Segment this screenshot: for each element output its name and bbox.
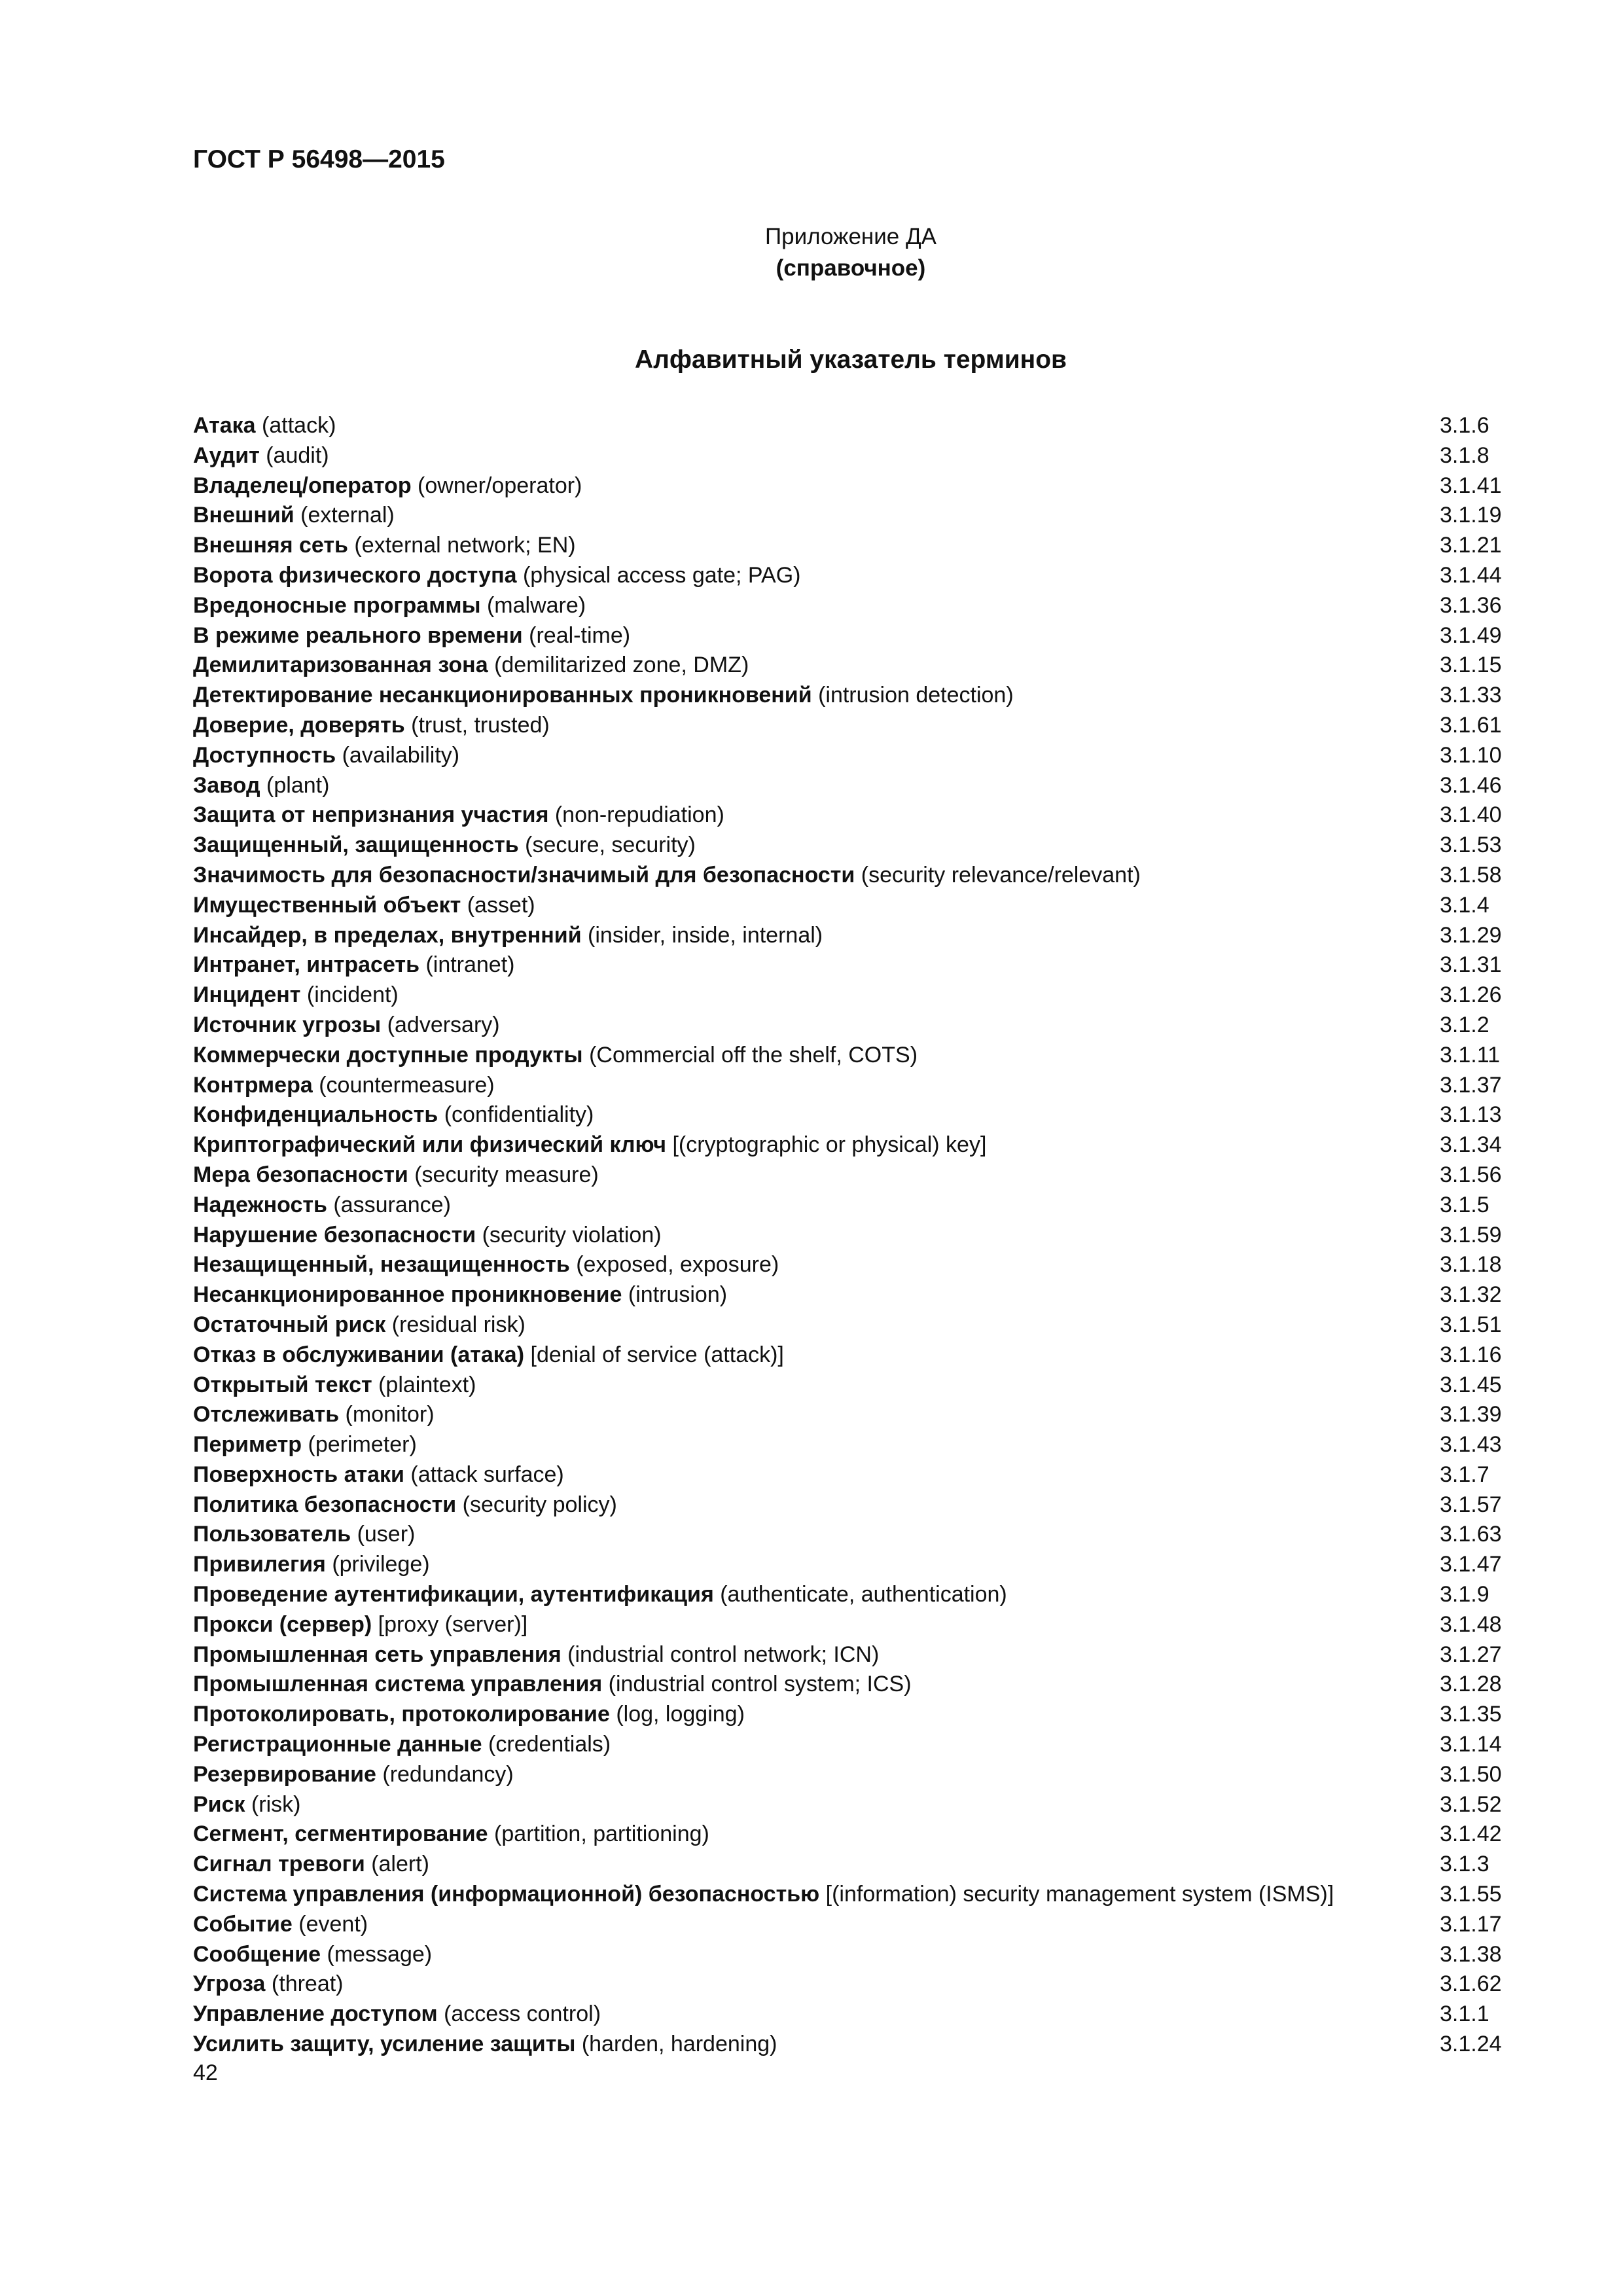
term-english: (intrusion) [628,1282,728,1308]
term-english: (confidentiality) [444,1102,594,1128]
document-code: ГОСТ Р 56498—2015 [193,145,445,173]
term-english: [(information) security management system (ISMS)] [825,1882,1334,1907]
index-entry [193,1100,1522,1130]
index-entry [193,1191,1522,1221]
clause-reference: 3.1.57 [1440,1492,1502,1517]
index-entry [193,531,1522,561]
term-russian: Нарушение безопасности [193,1222,476,1247]
index-entry [193,441,1522,471]
term-russian: Привилегия [193,1552,326,1577]
clause-reference: 3.1.28 [1440,1672,1502,1697]
term-english: [proxy (server)] [378,1611,528,1637]
term-russian: Демилитаризованная зона [193,653,488,678]
clause-reference: 3.1.56 [1440,1162,1502,1187]
term-english: [denial of service (attack)] [530,1342,784,1367]
term-english: (threat) [271,1971,344,1997]
term-russian: Угроза [193,1971,266,1997]
term-english: (risk) [251,1791,301,1817]
term-english: (credentials) [488,1732,611,1757]
clause-reference: 3.1.53 [1440,833,1502,858]
term-russian: В режиме реального времени [193,622,523,648]
term-english: [(cryptographic or physical) key] [672,1132,987,1158]
clause-reference: 3.1.8 [1440,442,1489,468]
term-russian: Детектирование несанкционированных проникновений [193,683,812,708]
clause-reference: 3.1.1 [1440,2001,1489,2027]
clause-reference: 3.1.14 [1440,1732,1502,1757]
term-russian: Несанкционированное проникновение [193,1282,622,1308]
clause-reference: 3.1.39 [1440,1402,1502,1427]
term-russian: Проведение аутентификации, аутентификация [193,1582,714,1607]
term-russian: Управление доступом [193,2001,438,2027]
term-english: (Commercial off the shelf, COTS) [589,1042,918,1067]
index-entry [193,1580,1522,1610]
index-entry [193,1610,1522,1640]
term-russian: Промышленная система управления [193,1672,603,1697]
index-entry [193,1400,1522,1430]
term-english: (external network; EN) [354,533,576,558]
term-english: (harden, hardening) [581,2032,777,2057]
annex-type: (справочное) [776,255,926,281]
clause-reference: 3.1.55 [1440,1882,1502,1907]
clause-reference: 3.1.29 [1440,922,1502,948]
index-entry [193,411,1522,441]
clause-reference: 3.1.38 [1440,1941,1502,1967]
term-russian: Событие [193,1911,293,1937]
term-russian: Отказ в обслуживании (атака) [193,1342,525,1367]
index-entry [193,1071,1522,1101]
clause-reference: 3.1.33 [1440,683,1502,708]
term-english: (asset) [467,892,535,918]
index-entry [193,950,1522,980]
term-russian: Вредоносные программы [193,592,481,618]
term-english: (demilitarized zone, DMZ) [494,653,749,678]
clause-reference: 3.1.7 [1440,1462,1489,1487]
term-english: (physical access gate; PAG) [522,562,801,588]
term-russian: Сигнал тревоги [193,1852,365,1877]
term-english: (intranet) [425,952,515,978]
clause-reference: 3.1.40 [1440,802,1502,828]
term-english: (perimeter) [308,1432,417,1458]
term-english: (assurance) [333,1192,451,1217]
term-russian: Прокси (сервер) [193,1611,372,1637]
index-entry [193,651,1522,681]
clause-reference: 3.1.9 [1440,1582,1489,1607]
term-russian: Защищенный, защищенность [193,833,519,858]
term-english: (access control) [444,2001,601,2027]
index-entry [193,831,1522,861]
term-russian: Имущественный объект [193,892,461,918]
index-entry [193,561,1522,591]
term-russian: Усилить защиту, усиление защиты [193,2032,576,2057]
clause-reference: 3.1.42 [1440,1821,1502,1847]
term-english: (non-repudiation) [554,802,724,828]
index-entry [193,980,1522,1011]
index-entry [193,1160,1522,1191]
index-entry [193,1460,1522,1490]
term-english: (trust, trusted) [411,712,550,738]
term-russian: Конфиденциальность [193,1102,438,1128]
term-russian: Сообщение [193,1941,321,1967]
term-english: (intrusion detection) [818,683,1014,708]
term-russian: Доступность [193,742,336,768]
clause-reference: 3.1.52 [1440,1791,1502,1817]
clause-reference: 3.1.32 [1440,1282,1502,1308]
index-entry [193,1310,1522,1340]
clause-reference: 3.1.50 [1440,1761,1502,1787]
term-russian: Промышленная сеть управления [193,1641,562,1667]
term-russian: Владелец/оператор [193,473,412,498]
term-russian: Регистрационные данные [193,1732,482,1757]
term-russian: Внешняя сеть [193,533,348,558]
term-russian: Мера безопасности [193,1162,408,1187]
term-english: (adversary) [387,1012,500,1037]
index-entry [193,1221,1522,1251]
term-english: (incident) [306,982,399,1008]
term-english: (attack surface) [410,1462,564,1487]
index-entry [193,771,1522,801]
clause-reference: 3.1.49 [1440,622,1502,648]
index-entry [193,501,1522,531]
term-english: (security measure) [414,1162,599,1187]
term-english: (authenticate, authentication) [720,1582,1007,1607]
term-russian: Резервирование [193,1761,376,1787]
term-russian: Завод [193,772,260,798]
term-russian: Интранет, интрасеть [193,952,419,978]
term-russian: Открытый текст [193,1372,372,1397]
term-russian: Аудит [193,442,260,468]
clause-reference: 3.1.2 [1440,1012,1489,1037]
term-english: (owner/operator) [418,473,582,498]
clause-reference: 3.1.58 [1440,862,1502,888]
term-russian: Инцидент [193,982,301,1008]
term-english: (real-time) [529,622,631,648]
index-entry [193,1130,1522,1160]
term-english: (privilege) [332,1552,430,1577]
index-entry [193,1760,1522,1790]
term-english: (residual risk) [391,1312,526,1337]
index-entry [193,1280,1522,1310]
clause-reference: 3.1.59 [1440,1222,1502,1247]
index-entry [193,1430,1522,1460]
clause-reference: 3.1.4 [1440,892,1489,918]
index-entry [193,1640,1522,1670]
clause-reference: 3.1.19 [1440,503,1502,528]
term-russian: Доверие, доверять [193,712,405,738]
index-entry [193,1730,1522,1760]
term-english: (exposed, exposure) [576,1252,779,1278]
term-english: (industrial control system; ICS) [608,1672,912,1697]
clause-reference: 3.1.24 [1440,2032,1502,2057]
term-russian: Незащищенный, незащищенность [193,1252,570,1278]
term-english: (external) [300,503,395,528]
clause-reference: 3.1.11 [1440,1042,1501,1067]
clause-reference: 3.1.15 [1440,653,1502,678]
term-russian: Политика безопасности [193,1492,457,1517]
index-entry [193,471,1522,501]
term-english: (event) [298,1911,368,1937]
index-entry [193,591,1522,621]
clause-reference: 3.1.47 [1440,1552,1502,1577]
term-russian: Защита от непризнания участия [193,802,549,828]
term-english: (plaintext) [378,1372,476,1397]
term-english: (alert) [371,1852,429,1877]
term-russian: Отслеживать [193,1402,340,1427]
index-entry [193,2030,1522,2060]
index-entry [193,1910,1522,1940]
term-english: (security policy) [462,1492,617,1517]
index-entry [193,621,1522,651]
clause-reference: 3.1.16 [1440,1342,1502,1367]
clause-reference: 3.1.3 [1440,1852,1489,1877]
index-entry [193,861,1522,891]
term-english: (security violation) [482,1222,662,1247]
term-russian: Сегмент, сегментирование [193,1821,488,1847]
clause-reference: 3.1.5 [1440,1192,1489,1217]
term-russian: Остаточный риск [193,1312,386,1337]
term-russian: Значимость для безопасности/значимый для безопасности [193,862,855,888]
term-english: (security relevance/relevant) [861,862,1141,888]
annex-heading [0,221,1623,284]
clause-reference: 3.1.27 [1440,1641,1502,1667]
index-entry [193,1490,1522,1520]
clause-reference: 3.1.17 [1440,1911,1502,1937]
term-english: (message) [327,1941,433,1967]
clause-reference: 3.1.6 [1440,413,1489,438]
term-russian: Внешний [193,503,294,528]
index-entry [193,800,1522,831]
term-russian: Пользователь [193,1522,351,1547]
index-entry [193,1550,1522,1580]
clause-reference: 3.1.18 [1440,1252,1502,1278]
clause-reference: 3.1.10 [1440,742,1502,768]
clause-reference: 3.1.26 [1440,982,1502,1008]
clause-reference: 3.1.46 [1440,772,1502,798]
clause-reference: 3.1.62 [1440,1971,1502,1997]
term-english: (partition, partitioning) [494,1821,709,1847]
clause-reference: 3.1.43 [1440,1432,1502,1458]
index-entry [193,1250,1522,1280]
term-english: (plant) [266,772,330,798]
clause-reference: 3.1.21 [1440,533,1502,558]
clause-reference: 3.1.45 [1440,1372,1502,1397]
index-entry [193,1850,1522,1880]
term-russian: Криптографический или физический ключ [193,1132,666,1158]
term-russian: Контрмера [193,1072,313,1098]
index-entry [193,1670,1522,1700]
clause-reference: 3.1.13 [1440,1102,1502,1128]
term-english: (redundancy) [382,1761,514,1787]
term-russian: Инсайдер, в пределах, внутренний [193,922,582,948]
clause-reference: 3.1.63 [1440,1522,1502,1547]
clause-reference: 3.1.31 [1440,952,1502,978]
term-english: (insider, inside, internal) [588,922,823,948]
term-russian: Источник угрозы [193,1012,382,1037]
index-entry [193,1041,1522,1071]
index-entry [193,1520,1522,1550]
term-index-list [193,411,1522,2060]
index-entry [193,1790,1522,1820]
clause-reference: 3.1.34 [1440,1132,1502,1158]
term-russian: Поверхность атаки [193,1462,404,1487]
index-entry [193,1940,1522,1970]
index-entry [193,2000,1522,2030]
term-english: (audit) [266,442,329,468]
term-russian: Надежность [193,1192,327,1217]
term-english: (log, logging) [616,1702,745,1727]
term-russian: Система управления (информационной) безопасностью [193,1882,820,1907]
clause-reference: 3.1.51 [1440,1312,1502,1337]
clause-reference: 3.1.44 [1440,562,1502,588]
clause-reference: 3.1.41 [1440,473,1502,498]
term-russian: Протоколировать, протоколирование [193,1702,610,1727]
index-entry [193,1011,1522,1041]
index-entry [193,1880,1522,1910]
index-entry [193,741,1522,771]
term-english: (availability) [342,742,460,768]
term-english: (monitor) [345,1402,435,1427]
index-entry [193,681,1522,711]
term-english: (attack) [262,413,336,438]
term-russian: Периметр [193,1432,302,1458]
term-english: (secure, security) [525,833,696,858]
term-english: (malware) [486,592,586,618]
term-english: (user) [357,1522,416,1547]
annex-title: Приложение ДА [764,224,937,249]
index-entry [193,921,1522,951]
clause-reference: 3.1.61 [1440,712,1502,738]
index-entry [193,1371,1522,1401]
clause-reference: 3.1.36 [1440,592,1502,618]
term-russian: Коммерчески доступные продукты [193,1042,583,1067]
index-entry [193,891,1522,921]
term-russian: Риск [193,1791,245,1817]
clause-reference: 3.1.35 [1440,1702,1502,1727]
index-entry [193,1340,1522,1371]
term-english: (industrial control network; ICN) [567,1641,880,1667]
term-english: (countermeasure) [319,1072,495,1098]
clause-reference: 3.1.48 [1440,1611,1502,1637]
page-number: 42 [193,2060,218,2085]
index-entry [193,1969,1522,2000]
index-entry [193,1700,1522,1730]
index-title: Алфавитный указатель терминов [634,346,1067,374]
clause-reference: 3.1.37 [1440,1072,1502,1098]
index-entry [193,711,1522,741]
index-entry [193,1820,1522,1850]
term-russian: Ворота физического доступа [193,562,517,588]
term-russian: Атака [193,413,256,438]
